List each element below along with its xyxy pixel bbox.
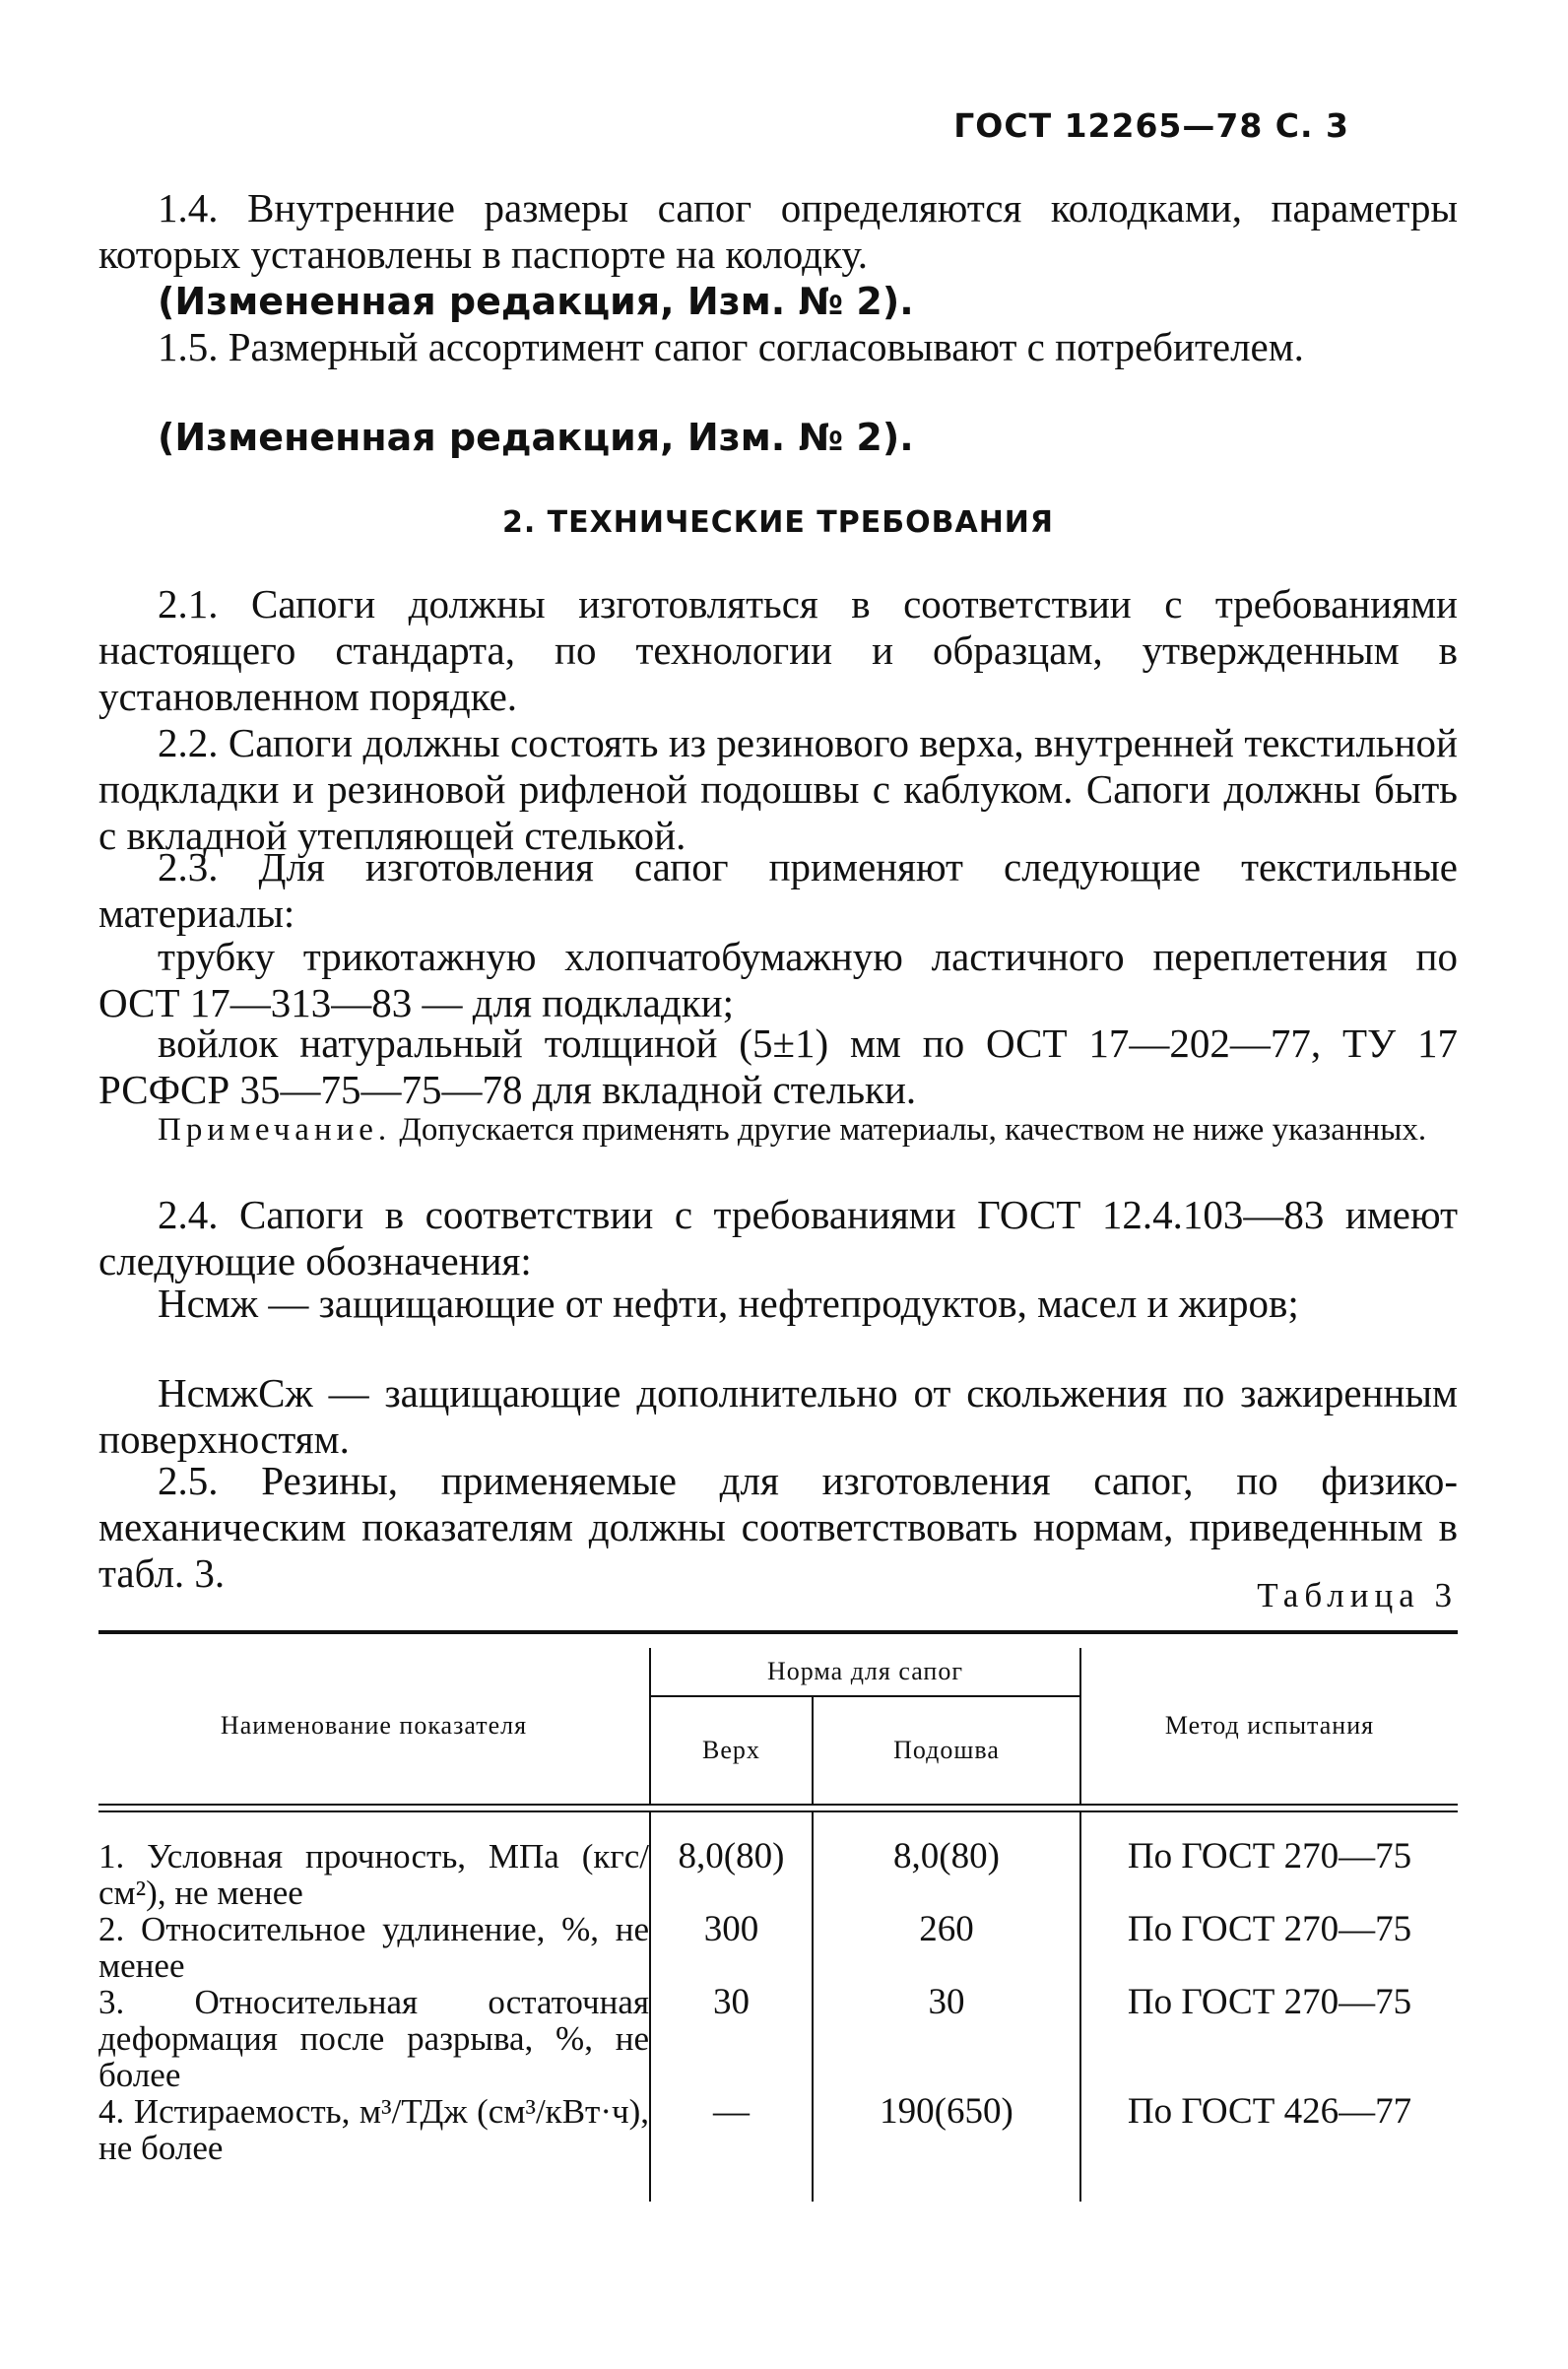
paragraph-2-3: 2.3. Для изготовления сапог применяют следующие текстильные материалы: xyxy=(98,844,1458,936)
header-name: Наименование показателя xyxy=(220,1711,528,1740)
row-3-top: 30 xyxy=(650,1984,813,2093)
table-row xyxy=(98,1838,1458,1911)
row-4-top: — xyxy=(650,2093,813,2172)
row-2-top: 300 xyxy=(650,1911,813,1984)
paragraph-1-4: 1.4. Внутренние размеры сапог определяются колодками, параметры которых установлены в паспорте на колодку. xyxy=(98,185,1458,277)
row-2-sole: 260 xyxy=(813,1911,1080,1984)
row-1-sole: 8,0(80) xyxy=(813,1838,1080,1911)
header-top: Верх xyxy=(650,1696,813,1805)
paragraph-2-5: 2.5. Резины, применяемые для изготовления сапог, по физико-механическим показателям должны соответствовать нормам, приведенным в табл. 3. xyxy=(98,1458,1458,1596)
paragraph-2-3-a: трубку трикотажную хлопчатобумажную ластичного переплетения по ОСТ 17—313—83 — для подкладки; xyxy=(98,934,1458,1025)
section-heading: 2. ТЕХНИЧЕСКИЕ ТРЕБОВАНИЯ xyxy=(501,505,1055,540)
paragraph-1-5: 1.5. Размерный ассортимент сапог согласовывают с потребителем. xyxy=(158,324,1304,369)
note xyxy=(98,1111,1458,1149)
row-4-name: 4. Истираемость, м³/ТДж (см³/кВт·ч), не более xyxy=(98,2092,649,2167)
paragraph-2-4: 2.4. Сапоги в соответствии с требованиями ГОСТ 12.4.103—83 имеют следующие обозначения: xyxy=(98,1192,1458,1283)
amendment-note-1: (Измененная редакция, Изм. № 2). xyxy=(158,280,914,323)
row-3-sole: 30 xyxy=(813,1984,1080,2093)
table-3 xyxy=(98,1630,1458,2202)
paragraph-2-3-b: войлок натуральный толщиной (5±1) мм по ОСТ 17—202—77, ТУ 17 РСФСР 35—75—75—78 для вкладной стельки. xyxy=(98,1020,1458,1112)
row-1-method: По ГОСТ 270—75 xyxy=(1080,1838,1458,1911)
row-4-sole: 190(650) xyxy=(813,2093,1080,2172)
header-norm: Норма для сапог xyxy=(650,1648,1080,1696)
row-3-name: 3. Относительная остаточная деформация после разрыва, %, не более xyxy=(98,1983,649,2094)
table-row xyxy=(98,2093,1458,2172)
row-2-method: По ГОСТ 270—75 xyxy=(1080,1911,1458,1984)
header-method: Метод испытания xyxy=(1080,1648,1458,1805)
row-1-name: 1. Условная прочность, МПа (кгс/см²), не менее xyxy=(98,1837,649,1912)
paragraph-2-4-b: НсмжСж — защищающие дополнительно от скольжения по зажиренным поверхностям. xyxy=(98,1370,1458,1462)
header-sole: Подошва xyxy=(813,1696,1080,1805)
table-caption: Таблица 3 xyxy=(1257,1576,1458,1614)
row-2-name: 2. Относительное удлинение, %, не менее xyxy=(98,1910,649,1985)
table-row xyxy=(98,1911,1458,1984)
table-row xyxy=(98,1984,1458,2093)
row-3-method: По ГОСТ 270—75 xyxy=(1080,1984,1458,2093)
amendment-note-2: (Измененная редакция, Изм. № 2). xyxy=(158,416,914,459)
paragraph-2-4-a: Нсмж — защищающие от нефти, нефтепродуктов, масел и жиров; xyxy=(158,1281,1299,1326)
paragraph-2-2: 2.2. Сапоги должны состоять из резинового верха, внутренней текстильной подкладки и резиновой рифленой подошвы с каблуком. Сапоги должны быть с вкладной утепляющей стелькой. xyxy=(98,720,1458,858)
note-label: Примечание. xyxy=(158,1112,392,1148)
paragraph-2-1: 2.1. Сапоги должны изготовляться в соответствии с требованиями настоящего стандарта, по технологии и образцам, утвержденным в установленном порядке. xyxy=(98,581,1458,719)
page-header: ГОСТ 12265—78 С. 3 xyxy=(953,106,1349,145)
row-4-method: По ГОСТ 426—77 xyxy=(1080,2093,1458,2172)
row-1-top: 8,0(80) xyxy=(650,1838,813,1911)
note-text: Допускается применять другие материалы, качеством не ниже указанных. xyxy=(391,1112,1427,1148)
